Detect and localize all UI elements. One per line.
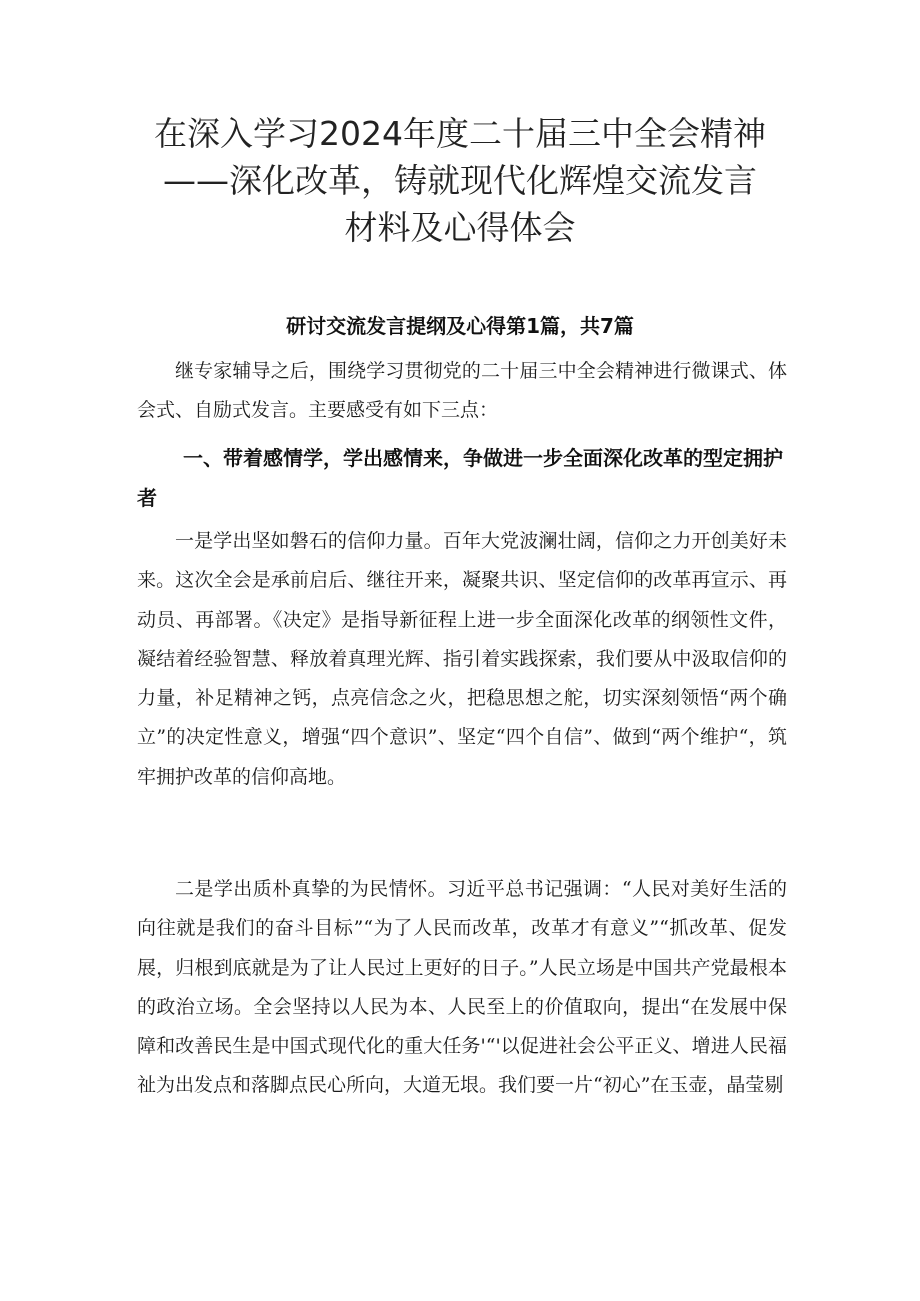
paragraph-2-block [137,870,787,1106]
paragraph-2: 二是学出质朴真挚的为民情怀。习近平总书记强调：“人民对美好生活的向往就是我们的奋斗目标”“为了人民而改革，改革才有意义”“抓改革、促发展，归根到底就是为了让人民过上更好的日子。”人民立场是中国共产党最根本的政治立场。全会坚持以人民为本、人民至上的价值取向，提出“在发展中保障和改善民生是中国式现代化的重大任务'“'以促进社会公平正义、增进人民福祉为出发点和落脚点民心所向，大道无垠。我们要一片“初心”在玉壶，晶莹剔 [137,878,787,1097]
title-line-1: 在深入学习2024年度二十届三中全会精神 [154,114,766,153]
title-line-2: ——深化改革，铸就现代化辉煌交流发言 [163,161,757,200]
title-line-3: 材料及心得体会 [344,208,576,247]
section-heading-block [137,438,787,518]
document-subtitle: 研讨交流发言提纲及心得第1篇，共7篇 [286,314,634,338]
intro-paragraph: 继专家辅导之后，围绕学习贯彻党的二十届三中全会精神进行微课式、体会式、自励式发言。主要感受有如下三点： [137,360,787,422]
paragraph-1: 一是学出坚如磐石的信仰力量。百年大党波澜壮阔，信仰之力开创美好未来。这次全会是承前启后、继往开来，凝聚共识、坚定信仰的改革再宣示、再动员、再部署。《决定》是指导新征程上进一步全面深化改革的纲领性文件，凝结着经验智慧、释放着真理光辉、指引着实践探索，我们要从中汲取信仰的力量，补足精神之钙，点亮信念之火，把稳思想之舵，切实深刻领悟“两个确立”的决定性意义，增强“四个意识”、坚定“四个自信”、做到“两个维护“，筑牢拥护改革的信仰高地。 [137,530,787,788]
paragraph-1-block [137,522,787,797]
document-title [100,110,820,251]
section-heading: 一、带着感情学，学出感情来，争做进一步全面深化改革的型定拥护者 [137,446,783,510]
intro-block [137,352,787,431]
